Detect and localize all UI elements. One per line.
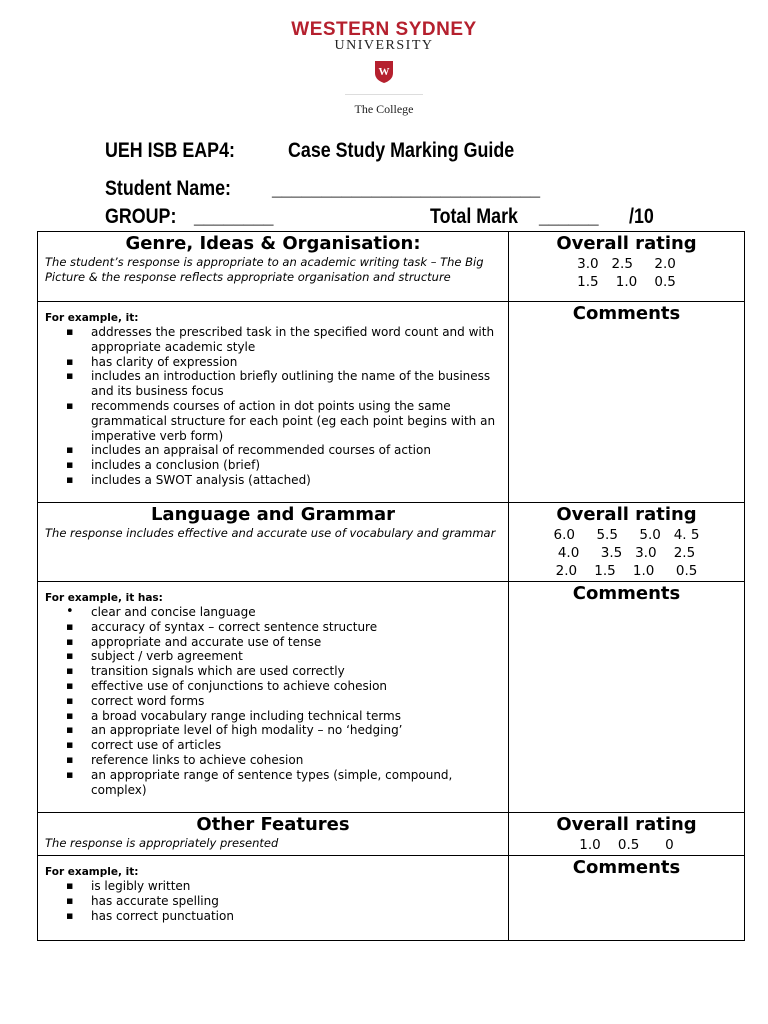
rating-options[interactable]: 1.5 1.0 0.5 [577, 274, 676, 290]
rating-options[interactable]: 2.0 1.5 1.0 0.5 [555, 563, 698, 579]
criteria-list [38, 605, 508, 797]
criteria-list [38, 879, 508, 923]
comments-title: Comments [572, 857, 681, 878]
criteria-cell [38, 582, 509, 813]
section-header-row [38, 503, 745, 582]
section-title: Genre, Ideas & Organisation: [125, 233, 421, 254]
list-item: ▪ addresses the prescribed task in the specified word count and with appropriate academic style [91, 325, 496, 355]
list-item: ▪ is legibly written [91, 879, 496, 894]
comments-cell[interactable] [509, 856, 745, 941]
criteria-list [38, 325, 508, 488]
list-item: ▪ has accurate spelling [91, 894, 496, 909]
total-mark-field[interactable]: ______ [539, 205, 599, 228]
list-item: ▪ has clarity of expression [91, 355, 496, 370]
rating-cell [509, 813, 745, 856]
list-item: ▪ transition signals which are used correctly [91, 664, 496, 679]
comments-title: Comments [572, 583, 681, 604]
comments-cell[interactable] [509, 302, 745, 503]
section-title: Other Features [196, 814, 350, 835]
list-item: • clear and concise language [91, 605, 496, 620]
university-subtitle: UNIVERSITY [334, 38, 434, 53]
section-header-row [38, 813, 745, 856]
document-title: Case Study Marking Guide [288, 139, 515, 162]
example-label: For example, it: [45, 866, 139, 878]
section-heading-cell [38, 232, 509, 302]
comments-cell[interactable] [509, 582, 745, 813]
list-item: ▪ accuracy of syntax – correct sentence structure [91, 620, 496, 635]
list-item: ▪ includes an introduction briefly outlining the name of the business and its business focus [91, 369, 496, 399]
rating-cell [509, 232, 745, 302]
section-description: The response is appropriately presented [45, 836, 279, 850]
college-name: The College [354, 102, 414, 116]
university-name: WESTERN SYDNEY [291, 19, 477, 40]
criteria-cell [38, 302, 509, 503]
criteria-cell [38, 856, 509, 941]
comments-title: Comments [572, 303, 681, 324]
section-title: Language and Grammar [150, 504, 396, 525]
rating-options[interactable]: 4.0 3.5 3.0 2.5 [557, 545, 696, 561]
list-item: ▪ subject / verb agreement [91, 649, 496, 664]
student-name-label: Student Name: [105, 177, 231, 200]
example-label: For example, it has: [45, 592, 163, 604]
university-crest-icon [374, 60, 394, 84]
list-item: ▪ correct word forms [91, 694, 496, 709]
section-description: The response includes effective and accurate use of vocabulary and grammar [45, 526, 496, 540]
total-mark-max: /10 [629, 205, 654, 228]
section-heading-cell [38, 503, 509, 582]
section-criteria-row [38, 582, 745, 813]
list-item: ▪ reference links to achieve cohesion [91, 753, 496, 768]
rating-cell [509, 503, 745, 582]
list-item: ▪ effective use of conjunctions to achieve cohesion [91, 679, 496, 694]
rating-options[interactable]: 1.0 0.5 0 [579, 837, 674, 853]
student-name-field[interactable]: ___________________________ [272, 177, 541, 200]
list-item: ▪ appropriate and accurate use of tense [91, 635, 496, 650]
section-criteria-row [38, 302, 745, 503]
list-item: ▪ has correct punctuation [91, 909, 496, 924]
list-item: ▪ an appropriate level of high modality – no ‘hedging’ [91, 723, 496, 738]
example-label: For example, it: [45, 312, 139, 324]
group-field[interactable]: ________ [194, 205, 274, 228]
marking-guide-table [37, 231, 745, 941]
list-item: ▪ recommends courses of action in dot points using the same grammatical structure for each point (eg each point begins with an imperative verb form) [91, 399, 496, 443]
total-mark-label: Total Mark [430, 205, 518, 228]
rating-options[interactable]: 6.0 5.5 5.0 4. 5 [553, 527, 700, 543]
section-heading-cell [38, 813, 509, 856]
course-code: UEH ISB EAP4: [105, 139, 235, 162]
logo-divider [345, 94, 423, 95]
list-item: ▪ a broad vocabulary range including technical terms [91, 709, 496, 724]
rating-title: Overall rating [556, 233, 697, 254]
list-item: ▪ includes a SWOT analysis (attached) [91, 473, 496, 488]
list-item: ▪ correct use of articles [91, 738, 496, 753]
svg-text:W: W [378, 66, 390, 78]
rating-title: Overall rating [556, 814, 697, 835]
rating-title: Overall rating [556, 504, 697, 525]
section-header-row [38, 232, 745, 302]
group-label: GROUP: [105, 205, 177, 228]
section-description: The student’s response is appropriate to an academic writing task – The Big Picture & the response reflects appropriate organisation and structure [45, 255, 484, 284]
list-item: ▪ an appropriate range of sentence types (simple, compound, complex) [91, 768, 496, 798]
section-criteria-row [38, 856, 745, 941]
list-item: ▪ includes a conclusion (brief) [91, 458, 496, 473]
rating-options[interactable]: 3.0 2.5 2.0 [577, 256, 676, 272]
list-item: ▪ includes an appraisal of recommended courses of action [91, 443, 496, 458]
